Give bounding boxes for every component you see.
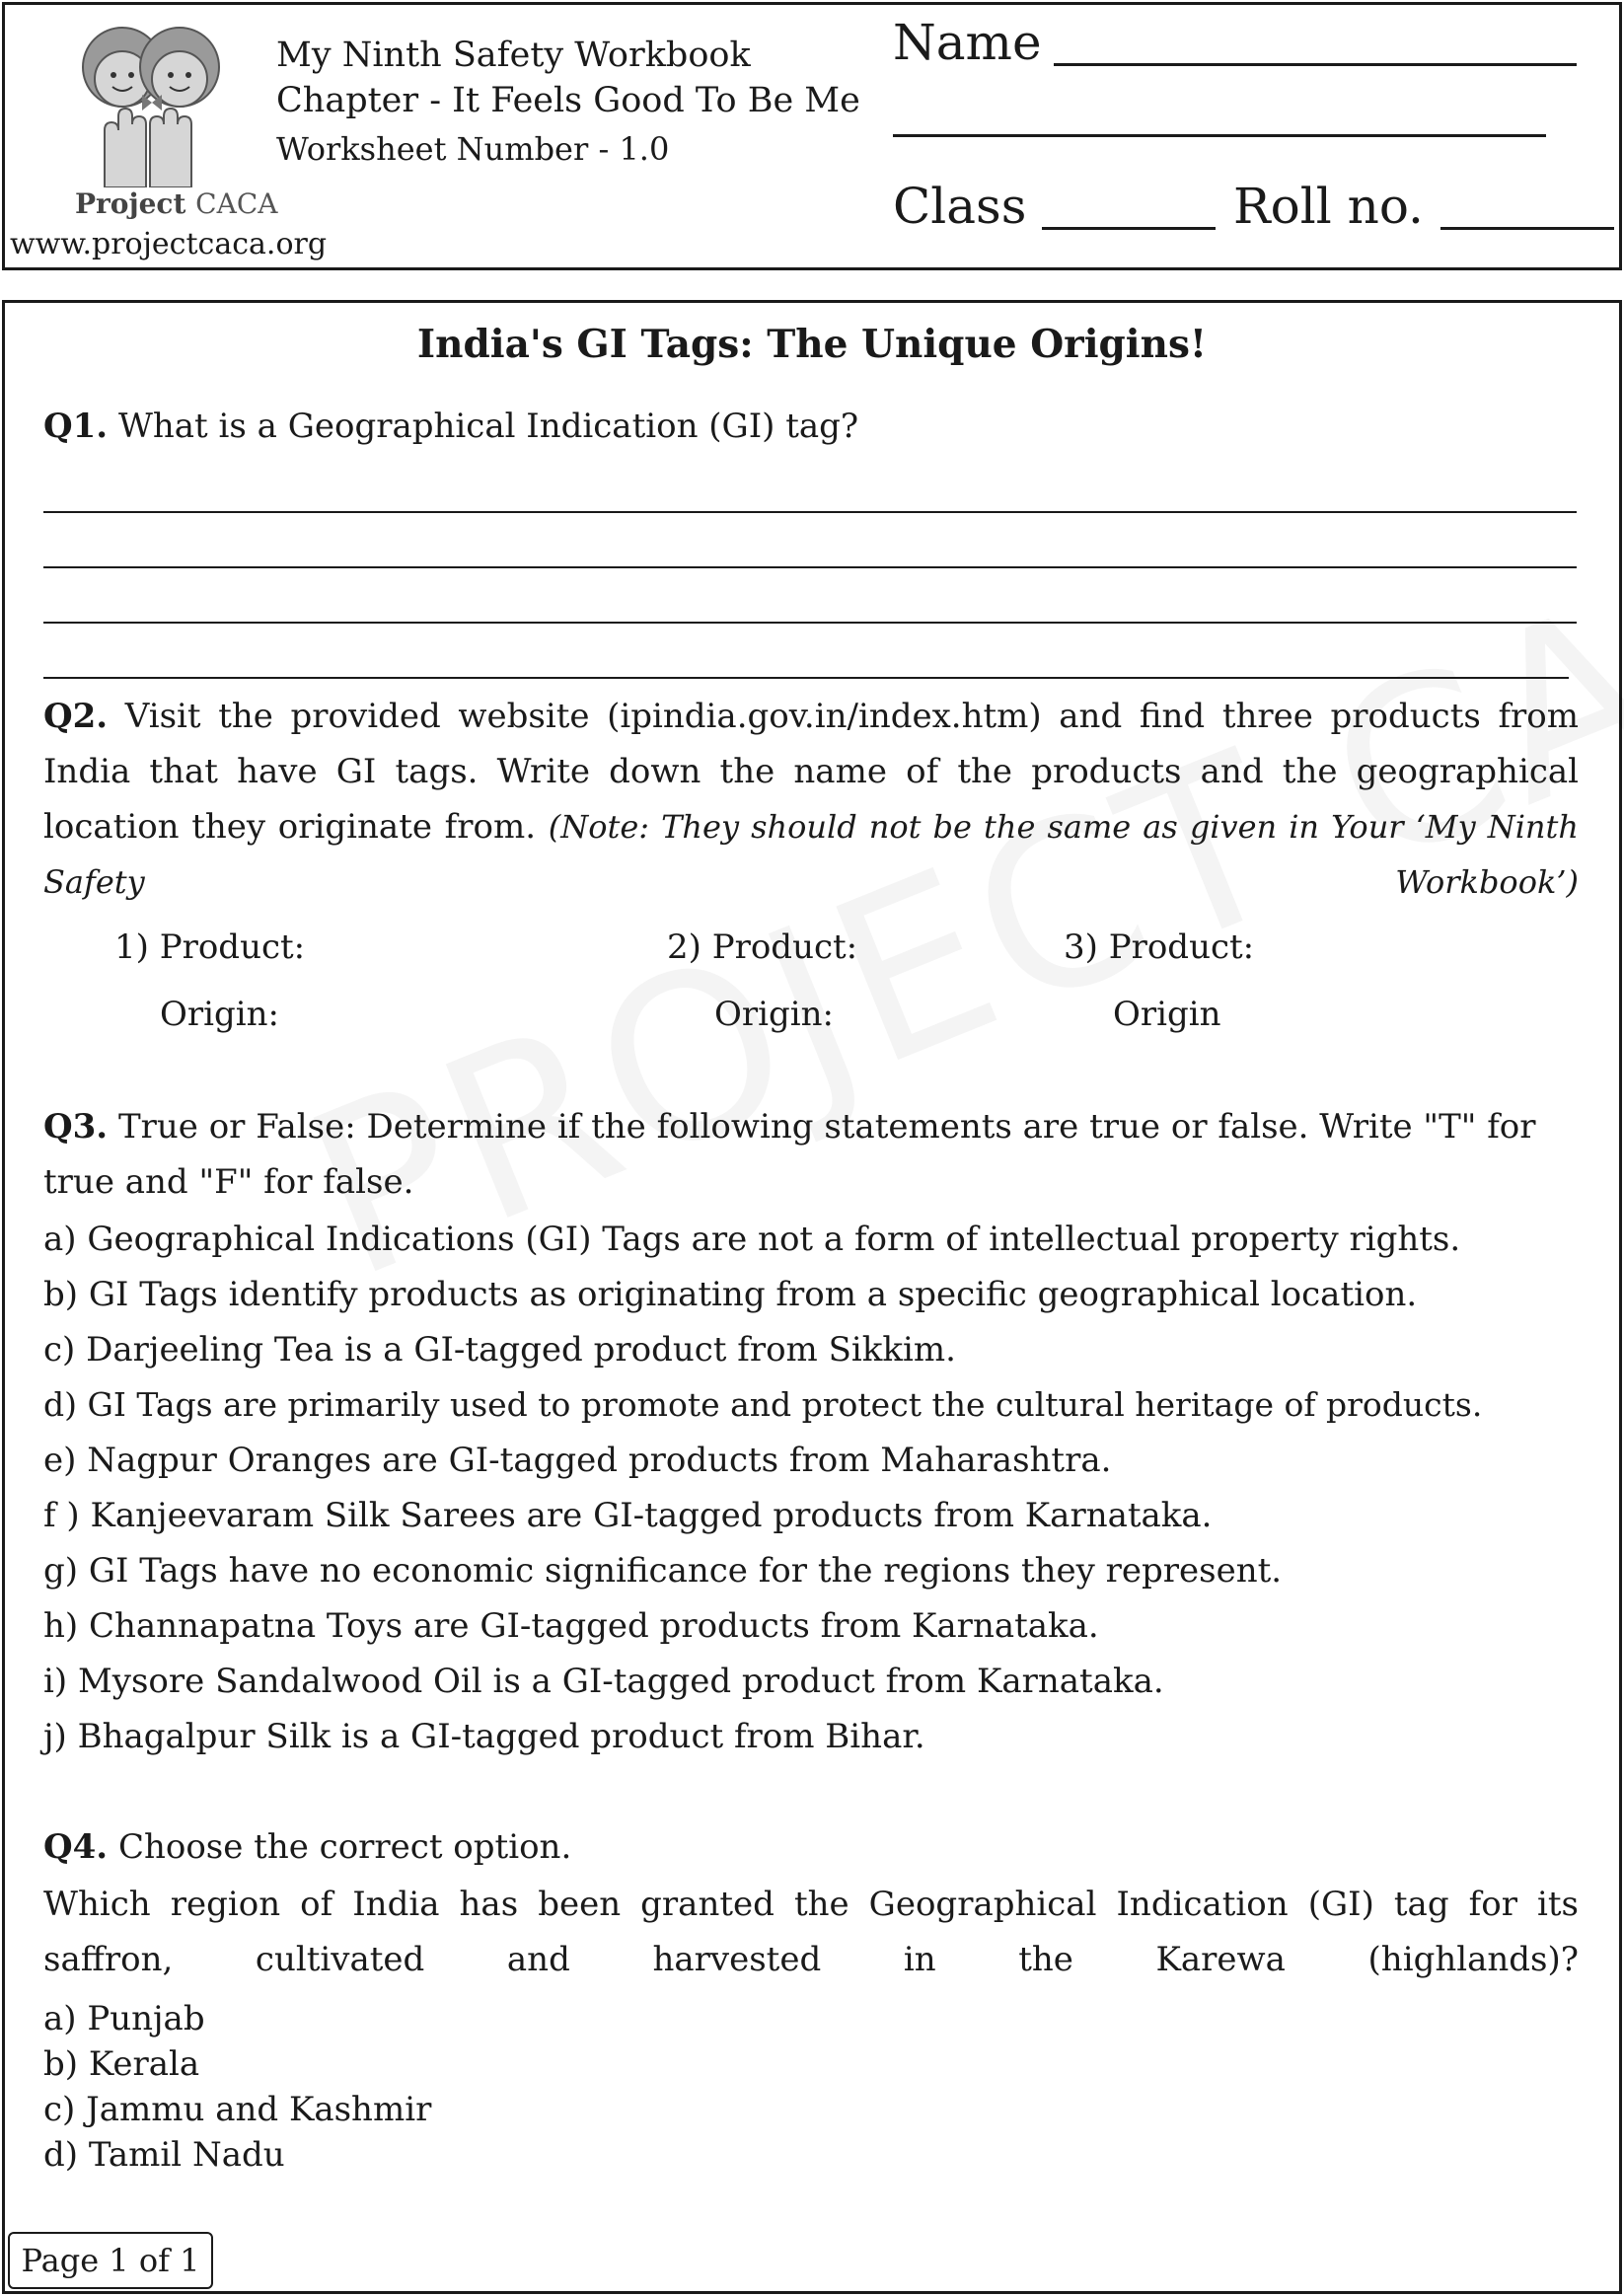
q3-statement: c) Darjeeling Tea is a GI-tagged product from Sikkim.	[43, 1330, 956, 1370]
class-field[interactable]	[1042, 227, 1216, 230]
q3-statement: a) Geographical Indications (GI) Tags are not a form of intellectual property rights.	[43, 1220, 1461, 1259]
q2-origin-1: Origin:	[160, 995, 279, 1034]
q3-statement: j) Bhagalpur Silk is a GI-tagged product from Bihar.	[43, 1717, 925, 1756]
worksheet-title: India's GI Tags: The Unique Origins!	[416, 322, 1208, 367]
website-url: www.projectcaca.org	[10, 227, 328, 261]
q2-product-2: 2) Product:	[667, 927, 858, 967]
q4-option: b) Kerala	[43, 2044, 200, 2084]
roll-field[interactable]	[1440, 227, 1614, 230]
q2-note: (Note: They should not be the same as given in Your ‘My Ninth Safety Workbook’)	[43, 808, 1580, 901]
logo-icon	[77, 22, 225, 187]
chapter-title: Chapter - It Feels Good To Be Me	[276, 81, 860, 120]
q2: Q2. Visit the provided website (ipindia.gov.in/index.htm) and find three products from India that have GI tags. Write down the name of the products and the geographical location they originate from. (Note: They should not be the same as given in Your ‘My Ninth Safety Workbook’)	[43, 697, 1580, 901]
q3-statement: d) GI Tags are primarily used to promote and protect the cultural heritage of products.	[43, 1385, 1483, 1424]
q3-statement: f ) Kanjeevaram Silk Sarees are GI-tagged products from Karnataka.	[43, 1496, 1213, 1535]
q1-answer-line[interactable]	[43, 677, 1569, 679]
q4-option: d) Tamil Nadu	[43, 2135, 285, 2175]
q2-origin-3: Origin	[1113, 995, 1221, 1034]
page-number: Page 1 of 1	[8, 2232, 213, 2289]
name-field[interactable]	[1054, 63, 1577, 66]
q3-statement: i) Mysore Sandalwood Oil is a GI-tagged product from Karnataka.	[43, 1662, 1164, 1701]
q3: Q3. True or False: Determine if the following statements are true or false. Write "T" for true and "F" for false.	[43, 1107, 1536, 1202]
q4-option: c) Jammu and Kashmir	[43, 2090, 432, 2129]
q4: Q4. Choose the correct option.	[43, 1827, 572, 1867]
q3-statement: g) GI Tags have no economic significance for the regions they represent.	[43, 1551, 1283, 1591]
class-label: Class	[893, 178, 1027, 235]
q1-answer-line[interactable]	[43, 511, 1577, 513]
q1: Q1. What is a Geographical Indication (GI) tag?	[43, 407, 859, 446]
q3-statement: e) Nagpur Oranges are GI-tagged products from Maharashtra.	[43, 1441, 1112, 1480]
q4-question: Which region of India has been granted the Geographical Indication (GI) tag for its saffron, cultivated and harvested in the Karewa (highlands)?	[43, 1885, 1579, 1979]
q3-statement: b) GI Tags identify products as originating from a specific geographical location.	[43, 1275, 1418, 1314]
q1-answer-line[interactable]	[43, 566, 1577, 568]
q2-product-1: 1) Product:	[114, 927, 306, 967]
name-field-line2[interactable]	[893, 134, 1546, 137]
q4-option: a) Punjab	[43, 1999, 205, 2038]
q2-origin-2: Origin:	[714, 995, 834, 1034]
workbook-title: My Ninth Safety Workbook	[276, 36, 751, 75]
q3-statement: h) Channapatna Toys are GI-tagged products from Karnataka.	[43, 1606, 1099, 1646]
roll-label: Roll no.	[1233, 178, 1424, 235]
q2-product-3: 3) Product:	[1064, 927, 1255, 967]
logo-caption: Project CACA	[75, 187, 278, 220]
q1-answer-line[interactable]	[43, 622, 1577, 624]
worksheet-number: Worksheet Number - 1.0	[276, 130, 670, 168]
name-label: Name	[893, 14, 1042, 71]
